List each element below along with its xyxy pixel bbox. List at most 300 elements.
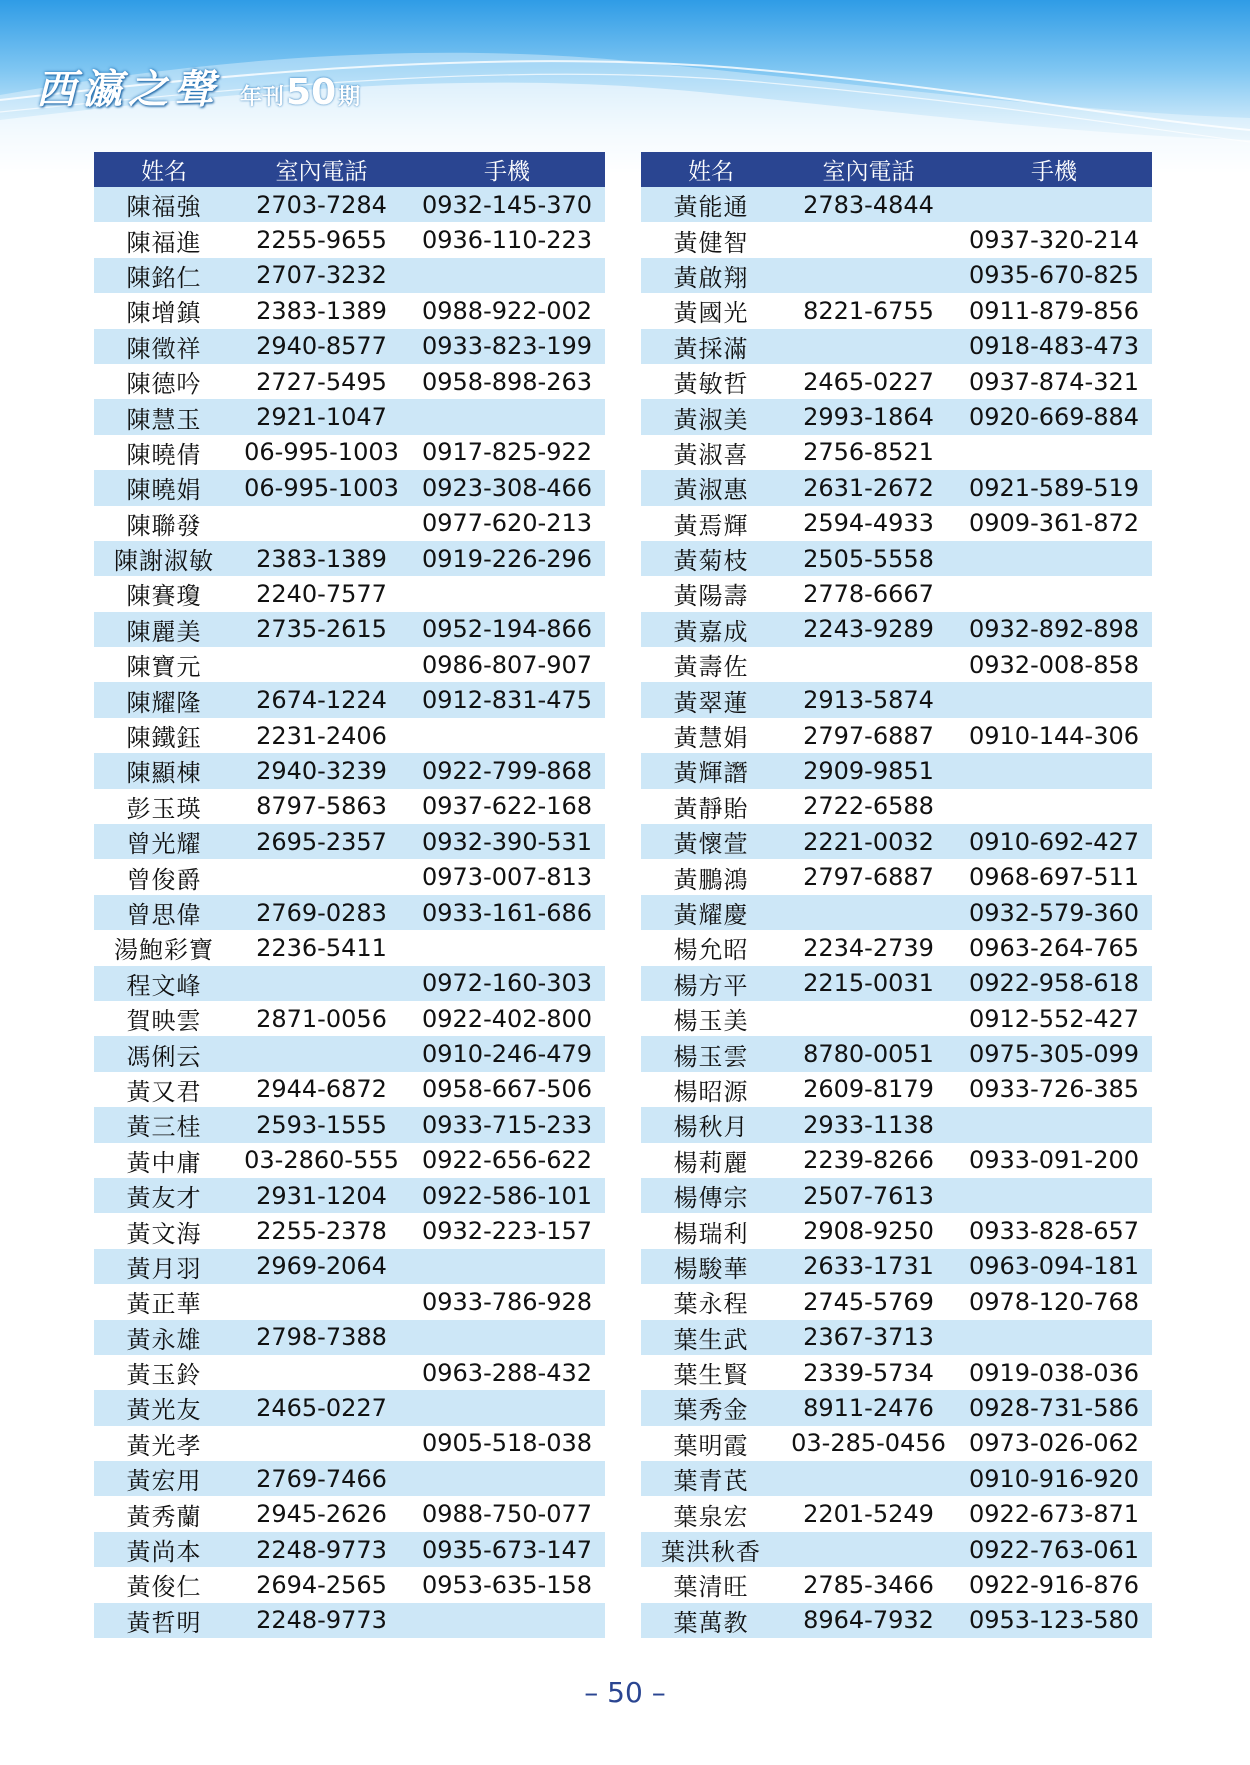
table-row [641, 612, 1152, 647]
cell-mobile: 0958-898-263 [409, 364, 605, 399]
table-row [94, 1213, 605, 1248]
cell-name: 楊方平 [641, 966, 781, 1001]
table-row [641, 222, 1152, 257]
table-row [641, 1603, 1152, 1638]
cell-mobile: 0963-264-765 [956, 930, 1152, 965]
cell-mobile: 0910-916-920 [956, 1461, 1152, 1496]
cell-name: 黃翠蓮 [641, 682, 781, 717]
cell-home-phone: 03-2860-555 [234, 1143, 409, 1178]
cell-home-phone: 2674-1224 [234, 682, 409, 717]
issue-number: 50 [286, 72, 337, 113]
cell-mobile: 0988-750-077 [409, 1496, 605, 1531]
cell-home-phone: 8780-0051 [781, 1036, 956, 1071]
table-row [641, 1426, 1152, 1461]
cell-mobile [956, 789, 1152, 824]
cell-name: 黃文海 [94, 1213, 234, 1248]
table-row [641, 541, 1152, 576]
cell-name: 黃玉鈴 [94, 1355, 234, 1390]
table-row [94, 329, 605, 364]
cell-mobile: 0933-823-199 [409, 329, 605, 364]
cell-mobile: 0988-922-002 [409, 293, 605, 328]
table-row [94, 966, 605, 1001]
cell-name: 陳聯發 [94, 506, 234, 541]
table-row [94, 506, 605, 541]
cell-mobile [956, 435, 1152, 470]
table-row [641, 1567, 1152, 1602]
table-row [641, 789, 1152, 824]
cell-name: 陳耀隆 [94, 682, 234, 717]
cell-name: 黃焉輝 [641, 506, 781, 541]
column-header-mobile: 手機 [409, 152, 605, 187]
cell-name: 黃永雄 [94, 1320, 234, 1355]
cell-name: 黃淑喜 [641, 435, 781, 470]
table-row [641, 258, 1152, 293]
table-row [641, 1496, 1152, 1531]
table-row [94, 1001, 605, 1036]
cell-mobile: 0922-916-876 [956, 1567, 1152, 1602]
cell-name: 陳增鎮 [94, 293, 234, 328]
cell-mobile [409, 1461, 605, 1496]
cell-home-phone [781, 329, 956, 364]
cell-home-phone: 2969-2064 [234, 1249, 409, 1284]
table-row [641, 576, 1152, 611]
cell-home-phone: 2243-9289 [781, 612, 956, 647]
table-row [94, 1496, 605, 1531]
cell-name: 楊駿華 [641, 1249, 781, 1284]
table-row [641, 1355, 1152, 1390]
table-row [641, 1107, 1152, 1142]
cell-name: 曾思偉 [94, 895, 234, 930]
cell-home-phone: 8221-6755 [781, 293, 956, 328]
cell-mobile: 0972-160-303 [409, 966, 605, 1001]
cell-name: 彭玉瑛 [94, 789, 234, 824]
cell-home-phone: 8797-5863 [234, 789, 409, 824]
cell-home-phone: 2215-0031 [781, 966, 956, 1001]
cell-home-phone: 2236-5411 [234, 930, 409, 965]
table-row [94, 753, 605, 788]
cell-mobile: 0923-308-466 [409, 470, 605, 505]
cell-home-phone [234, 647, 409, 682]
column-header-name: 姓名 [641, 152, 781, 187]
cell-mobile: 0973-007-813 [409, 859, 605, 894]
cell-name: 黃秀蘭 [94, 1496, 234, 1531]
cell-name: 陳顯棟 [94, 753, 234, 788]
cell-name: 葉生武 [641, 1320, 781, 1355]
table-row [641, 1036, 1152, 1071]
cell-home-phone: 2248-9773 [234, 1603, 409, 1638]
cell-name: 黃輝譖 [641, 753, 781, 788]
cell-home-phone: 2931-1204 [234, 1178, 409, 1213]
cell-mobile: 0932-145-370 [409, 187, 605, 222]
table-row [94, 824, 605, 859]
table-row [641, 1213, 1152, 1248]
cell-name: 湯鮑彩寶 [94, 930, 234, 965]
cell-mobile [409, 399, 605, 434]
cell-home-phone [234, 1284, 409, 1319]
cell-mobile [956, 753, 1152, 788]
table-row [94, 258, 605, 293]
cell-mobile: 0953-635-158 [409, 1567, 605, 1602]
cell-name: 楊傳宗 [641, 1178, 781, 1213]
cell-mobile: 0922-763-061 [956, 1532, 1152, 1567]
column-header-home-phone: 室內電話 [234, 152, 409, 187]
cell-name: 葉青芪 [641, 1461, 781, 1496]
cell-name: 黃淑美 [641, 399, 781, 434]
cell-name: 葉泉宏 [641, 1496, 781, 1531]
cell-mobile: 0910-246-479 [409, 1036, 605, 1071]
cell-mobile: 0932-892-898 [956, 612, 1152, 647]
table-row [641, 399, 1152, 434]
cell-name: 黃採滿 [641, 329, 781, 364]
cell-home-phone: 2505-5558 [781, 541, 956, 576]
cell-mobile: 0933-726-385 [956, 1072, 1152, 1107]
cell-name: 楊莉麗 [641, 1143, 781, 1178]
cell-mobile: 0909-361-872 [956, 506, 1152, 541]
page-number: – 50 – [584, 1676, 666, 1709]
cell-home-phone: 2798-7388 [234, 1320, 409, 1355]
cell-name: 黃正華 [94, 1284, 234, 1319]
cell-home-phone [781, 647, 956, 682]
cell-name: 黃啟翔 [641, 258, 781, 293]
cell-name: 葉永程 [641, 1284, 781, 1319]
table-row [641, 506, 1152, 541]
cell-mobile [409, 576, 605, 611]
cell-mobile [409, 258, 605, 293]
cell-mobile: 0917-825-922 [409, 435, 605, 470]
table-row [94, 1567, 605, 1602]
cell-name: 黃能通 [641, 187, 781, 222]
cell-home-phone: 2769-0283 [234, 895, 409, 930]
cell-home-phone [781, 1532, 956, 1567]
cell-mobile [409, 1249, 605, 1284]
cell-home-phone: 2871-0056 [234, 1001, 409, 1036]
cell-home-phone: 03-285-0456 [781, 1426, 956, 1461]
cell-name: 黃健智 [641, 222, 781, 257]
cell-mobile: 0936-110-223 [409, 222, 605, 257]
cell-home-phone: 8964-7932 [781, 1603, 956, 1638]
table-row [641, 1249, 1152, 1284]
cell-mobile: 0922-586-101 [409, 1178, 605, 1213]
cell-name: 黃國光 [641, 293, 781, 328]
table-row [641, 1001, 1152, 1036]
cell-mobile: 0919-226-296 [409, 541, 605, 576]
cell-home-phone: 2465-0227 [781, 364, 956, 399]
table-row [94, 1178, 605, 1213]
table-row [94, 1072, 605, 1107]
table-row [94, 399, 605, 434]
table-row [641, 293, 1152, 328]
cell-mobile: 0952-194-866 [409, 612, 605, 647]
cell-home-phone: 2933-1138 [781, 1107, 956, 1142]
cell-mobile: 0922-799-868 [409, 753, 605, 788]
cell-home-phone [781, 1001, 956, 1036]
cell-home-phone [234, 506, 409, 541]
cell-home-phone: 2945-2626 [234, 1496, 409, 1531]
cell-home-phone [781, 258, 956, 293]
cell-home-phone: 2255-9655 [234, 222, 409, 257]
cell-home-phone: 2908-9250 [781, 1213, 956, 1248]
cell-name: 陳賽瓊 [94, 576, 234, 611]
table-row [641, 1461, 1152, 1496]
cell-mobile: 0910-144-306 [956, 718, 1152, 753]
cell-mobile: 0958-667-506 [409, 1072, 605, 1107]
cell-name: 黃懷萱 [641, 824, 781, 859]
cell-name: 黃鵬鴻 [641, 859, 781, 894]
cell-mobile: 0921-589-519 [956, 470, 1152, 505]
cell-home-phone: 2507-7613 [781, 1178, 956, 1213]
cell-name: 陳寶元 [94, 647, 234, 682]
cell-mobile [956, 682, 1152, 717]
table-row [94, 1320, 605, 1355]
table-row [641, 1143, 1152, 1178]
cell-mobile: 0911-879-856 [956, 293, 1152, 328]
cell-name: 陳銘仁 [94, 258, 234, 293]
cell-home-phone: 2940-8577 [234, 329, 409, 364]
table-row [641, 859, 1152, 894]
cell-mobile: 0986-807-907 [409, 647, 605, 682]
page-header [0, 0, 1250, 175]
cell-mobile: 0912-552-427 [956, 1001, 1152, 1036]
publication-title: 西瀛之聲 [36, 66, 220, 113]
cell-mobile: 0963-094-181 [956, 1249, 1152, 1284]
cell-name: 楊瑞利 [641, 1213, 781, 1248]
cell-mobile: 0932-008-858 [956, 647, 1152, 682]
cell-home-phone: 2722-6588 [781, 789, 956, 824]
cell-mobile [956, 576, 1152, 611]
cell-mobile [956, 1107, 1152, 1142]
cell-home-phone: 2745-5769 [781, 1284, 956, 1319]
cell-home-phone: 2756-8521 [781, 435, 956, 470]
cell-mobile: 0953-123-580 [956, 1603, 1152, 1638]
table-row [94, 435, 605, 470]
cell-name: 葉洪秋香 [641, 1532, 781, 1567]
cell-home-phone: 2993-1864 [781, 399, 956, 434]
table-header-row [94, 152, 605, 187]
cell-home-phone: 2707-3232 [234, 258, 409, 293]
cell-name: 黃尚本 [94, 1532, 234, 1567]
table-row [94, 859, 605, 894]
cell-name: 楊昭源 [641, 1072, 781, 1107]
cell-home-phone: 2231-2406 [234, 718, 409, 753]
cell-mobile: 0937-320-214 [956, 222, 1152, 257]
cell-mobile: 0933-161-686 [409, 895, 605, 930]
cell-name: 陳福進 [94, 222, 234, 257]
cell-mobile: 0937-622-168 [409, 789, 605, 824]
cell-mobile: 0919-038-036 [956, 1355, 1152, 1390]
cell-mobile [956, 1178, 1152, 1213]
cell-name: 曾光耀 [94, 824, 234, 859]
cell-name: 陳徵祥 [94, 329, 234, 364]
table-row [641, 682, 1152, 717]
table-row [641, 435, 1152, 470]
cell-home-phone [234, 1426, 409, 1461]
cell-name: 楊秋月 [641, 1107, 781, 1142]
table-row [94, 1036, 605, 1071]
table-row [641, 647, 1152, 682]
cell-home-phone: 2797-6887 [781, 859, 956, 894]
cell-home-phone: 2609-8179 [781, 1072, 956, 1107]
table-row [641, 966, 1152, 1001]
table-row [94, 1532, 605, 1567]
cell-home-phone: 2255-2378 [234, 1213, 409, 1248]
cell-name: 陳麗美 [94, 612, 234, 647]
cell-name: 黃慧娟 [641, 718, 781, 753]
cell-mobile: 0932-223-157 [409, 1213, 605, 1248]
cell-mobile: 0932-390-531 [409, 824, 605, 859]
table-row [94, 541, 605, 576]
cell-name: 葉萬教 [641, 1603, 781, 1638]
cell-home-phone: 2778-6667 [781, 576, 956, 611]
table-row [94, 1426, 605, 1461]
table-row [94, 576, 605, 611]
table-row [641, 1284, 1152, 1319]
cell-home-phone [234, 1036, 409, 1071]
table-row [641, 364, 1152, 399]
table-row [641, 1072, 1152, 1107]
cell-mobile: 0933-786-928 [409, 1284, 605, 1319]
cell-home-phone: 2909-9851 [781, 753, 956, 788]
cell-home-phone: 2221-0032 [781, 824, 956, 859]
cell-mobile: 0975-305-099 [956, 1036, 1152, 1071]
cell-home-phone: 2913-5874 [781, 682, 956, 717]
cell-name: 黃三桂 [94, 1107, 234, 1142]
cell-home-phone: 2631-2672 [781, 470, 956, 505]
cell-name: 葉秀金 [641, 1390, 781, 1425]
cell-name: 陳福強 [94, 187, 234, 222]
cell-home-phone [781, 1461, 956, 1496]
cell-name: 曾俊爵 [94, 859, 234, 894]
cell-home-phone: 2944-6872 [234, 1072, 409, 1107]
cell-mobile [409, 1603, 605, 1638]
cell-home-phone [234, 966, 409, 1001]
cell-home-phone: 2339-5734 [781, 1355, 956, 1390]
cell-name: 陳曉娟 [94, 470, 234, 505]
table-row [94, 647, 605, 682]
column-header-home-phone: 室內電話 [781, 152, 956, 187]
directory-table-right [641, 152, 1152, 1638]
cell-name: 楊玉雲 [641, 1036, 781, 1071]
table-row [641, 753, 1152, 788]
cell-home-phone: 2633-1731 [781, 1249, 956, 1284]
table-row [641, 1390, 1152, 1425]
cell-mobile [956, 187, 1152, 222]
cell-home-phone: 2234-2739 [781, 930, 956, 965]
cell-home-phone: 8911-2476 [781, 1390, 956, 1425]
cell-mobile: 0910-692-427 [956, 824, 1152, 859]
table-row [94, 718, 605, 753]
cell-name: 程文峰 [94, 966, 234, 1001]
cell-name: 楊允昭 [641, 930, 781, 965]
cell-home-phone: 2735-2615 [234, 612, 409, 647]
cell-name: 黃靜貽 [641, 789, 781, 824]
table-row [641, 895, 1152, 930]
cell-home-phone: 2797-6887 [781, 718, 956, 753]
cell-home-phone: 2785-3466 [781, 1567, 956, 1602]
cell-mobile [956, 1320, 1152, 1355]
cell-name: 陳慧玉 [94, 399, 234, 434]
cell-name: 陳鐵鈺 [94, 718, 234, 753]
table-row [94, 1355, 605, 1390]
cell-name: 黃友才 [94, 1178, 234, 1213]
cell-home-phone: 2383-1389 [234, 541, 409, 576]
cell-mobile: 0937-874-321 [956, 364, 1152, 399]
table-row [641, 470, 1152, 505]
cell-name: 黃敏哲 [641, 364, 781, 399]
table-row [94, 293, 605, 328]
cell-name: 黃宏用 [94, 1461, 234, 1496]
cell-name: 陳謝淑敏 [94, 541, 234, 576]
table-row [94, 1249, 605, 1284]
cell-name: 葉清旺 [641, 1567, 781, 1602]
cell-home-phone: 2769-7466 [234, 1461, 409, 1496]
cell-name: 賀映雲 [94, 1001, 234, 1036]
cell-home-phone: 2201-5249 [781, 1496, 956, 1531]
table-row [94, 1603, 605, 1638]
cell-mobile [409, 1320, 605, 1355]
cell-name: 楊玉美 [641, 1001, 781, 1036]
cell-home-phone: 06-995-1003 [234, 470, 409, 505]
cell-home-phone [234, 1355, 409, 1390]
cell-mobile: 0932-579-360 [956, 895, 1152, 930]
table-row [94, 470, 605, 505]
cell-name: 黃月羽 [94, 1249, 234, 1284]
cell-name: 黃嘉成 [641, 612, 781, 647]
cell-mobile: 0922-402-800 [409, 1001, 605, 1036]
cell-mobile [409, 1390, 605, 1425]
cell-name: 黃中庸 [94, 1143, 234, 1178]
cell-name: 黃陽壽 [641, 576, 781, 611]
cell-mobile: 0928-731-586 [956, 1390, 1152, 1425]
cell-name: 黃光友 [94, 1390, 234, 1425]
cell-mobile: 0922-673-871 [956, 1496, 1152, 1531]
cell-home-phone [781, 222, 956, 257]
table-row [94, 1107, 605, 1142]
cell-home-phone: 2465-0227 [234, 1390, 409, 1425]
table-row [641, 329, 1152, 364]
cell-name: 黃耀慶 [641, 895, 781, 930]
cell-home-phone: 2239-8266 [781, 1143, 956, 1178]
table-row [94, 364, 605, 399]
cell-home-phone: 2695-2357 [234, 824, 409, 859]
cell-home-phone: 2727-5495 [234, 364, 409, 399]
cell-mobile: 0933-715-233 [409, 1107, 605, 1142]
table-row [641, 1178, 1152, 1213]
table-row [641, 718, 1152, 753]
cell-mobile: 0912-831-475 [409, 682, 605, 717]
cell-home-phone: 2383-1389 [234, 293, 409, 328]
cell-mobile: 0935-670-825 [956, 258, 1152, 293]
cell-mobile: 0973-026-062 [956, 1426, 1152, 1461]
cell-name: 葉明霞 [641, 1426, 781, 1461]
table-row [94, 612, 605, 647]
cell-mobile [409, 718, 605, 753]
cell-home-phone: 2694-2565 [234, 1567, 409, 1602]
cell-name: 黃淑惠 [641, 470, 781, 505]
table-row [94, 1143, 605, 1178]
table-row [94, 895, 605, 930]
table-row [94, 930, 605, 965]
cell-home-phone [781, 895, 956, 930]
cell-home-phone: 2593-1555 [234, 1107, 409, 1142]
publication-brand [36, 58, 360, 115]
table-row [94, 682, 605, 717]
cell-mobile: 0963-288-432 [409, 1355, 605, 1390]
cell-home-phone: 2240-7577 [234, 576, 409, 611]
table-row [641, 930, 1152, 965]
cell-home-phone: 2367-3713 [781, 1320, 956, 1355]
table-row [641, 824, 1152, 859]
cell-mobile: 0935-673-147 [409, 1532, 605, 1567]
